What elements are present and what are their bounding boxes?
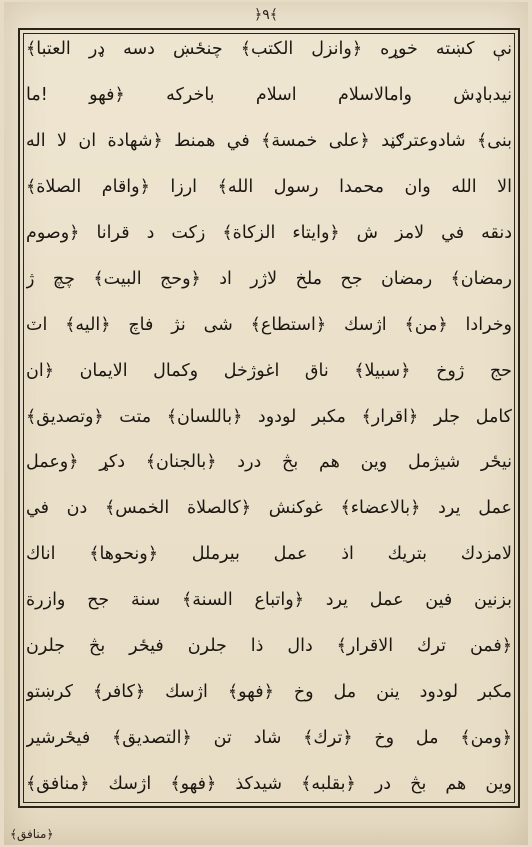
text-line: عمل يرد ﴿بالاعضاء﴾ غوكنش ﴿كالصلاة الخمس﴾ دن في [26, 498, 512, 519]
text-line: وين هم بڅ در ﴿بقلبه﴾ شيدكذ ﴿فهو﴾ اژسك ﴿منافق﴾ [26, 774, 512, 794]
text-frame [18, 28, 520, 808]
text-line: نيځر شيژمل وين هم بڅ درد ﴿بالجنان﴾ دكړ ﴿وعمل [26, 452, 512, 473]
text-line: مكبر لودود ينن مل وخ ﴿فهو﴾ اژسك ﴿كافر﴾ كرښتو [26, 682, 512, 703]
text-line: الا الله وان محمدا رسول الله﴾ ارزا ﴿واقام الصلاة﴾ [26, 176, 512, 197]
text-line: بزنين فين عمل يرد ﴿واتباع السنة﴾ سنة جح وازرة [26, 590, 512, 611]
text-line: وخرادا ﴿من﴾ اژسك ﴿استطاع﴾ شى نژ فاچ ﴿اليه﴾ اٽ [26, 314, 512, 335]
text-line: لامزدك بتريك اذ عمل بيرملل ﴿ونحوها﴾ اناك [26, 544, 512, 565]
text-line: حج ژوخ ﴿سبيلا﴾ ناق اغوژخل وكمال الايمان ﴿ان [26, 360, 512, 381]
text-line: كامل جلر ﴿اقرار﴾ مكبر لودود ﴿باللسان﴾ متت ﴿وتصديق﴾ [26, 406, 512, 427]
text-line: نیدباډش وامالاسلام اسلام باخركه ﴿فهو !ما [26, 84, 512, 105]
text-line: دنقه في لامز ش ﴿وايتاء الزكاة﴾ زكت د قرانا ﴿وصوم [26, 222, 512, 243]
text-block [26, 34, 512, 800]
text-line: نې كښته خوړه ﴿وانزل الكتب﴾ چنځښ دسه ډر العتبا﴾ [26, 39, 512, 59]
text-line: ﴿فمن ترك الاقرار﴾ دال ذا جلرن فيځر بڅ جلرن [26, 636, 512, 657]
catchword: ﴿منافق﴾ [10, 827, 54, 841]
text-line: بنى﴾ شادوعترګڼد ﴿على خمسة﴾ في همنط ﴿شهادة ان لا اله [26, 130, 512, 151]
text-line: رمضان﴾ رمضان جح ملخ لاژر اد ﴿وحج البيت﴾ چچ ژ [26, 268, 512, 289]
text-line: ﴿ومن﴾ مل وخ ﴿ترك﴾ شاد تن ﴿التصديق﴾ فيځرشير [26, 728, 512, 749]
manuscript-page [4, 2, 528, 845]
page-number: ﴿۹﴾ [254, 7, 278, 23]
